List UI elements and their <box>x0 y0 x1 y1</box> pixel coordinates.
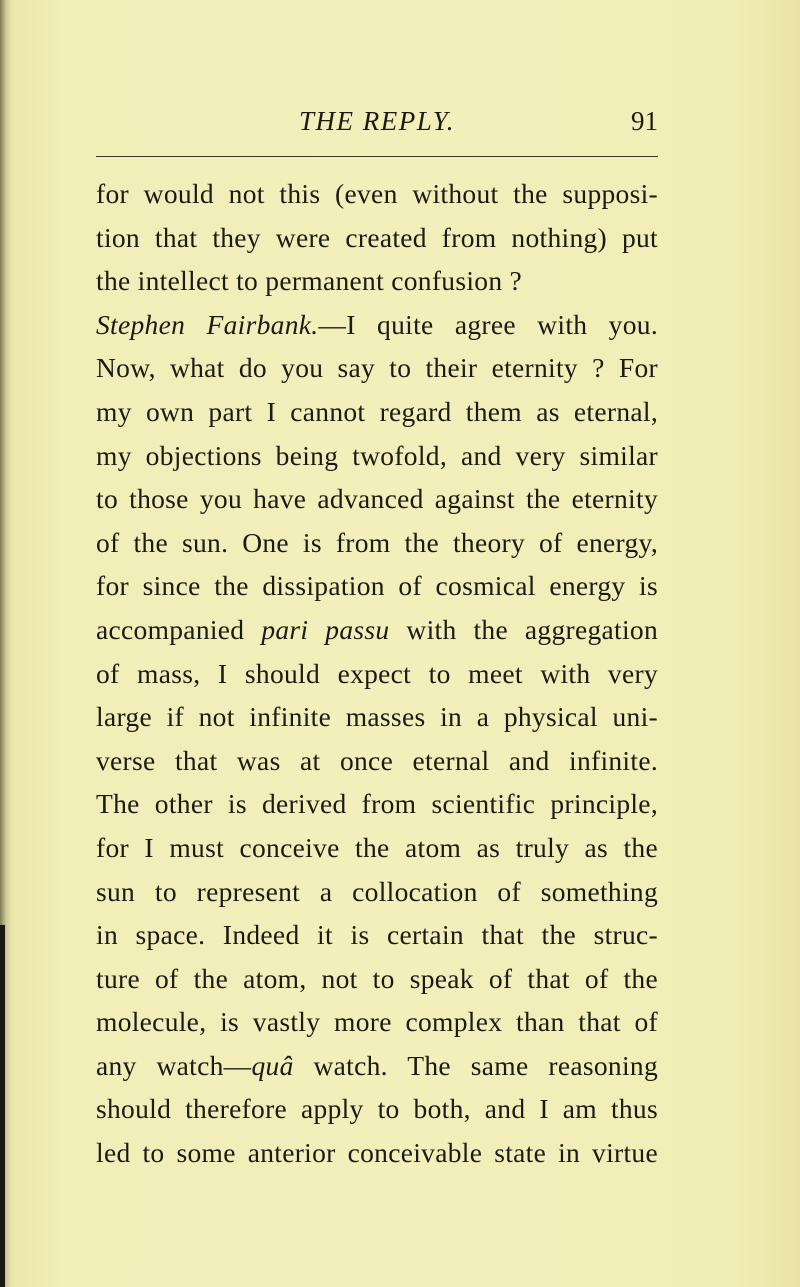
line-text: —I quite agree with you. <box>318 308 658 340</box>
italic-phrase: quâ <box>251 1049 294 1081</box>
line-text: of mass, I should expect to meet with very <box>96 657 658 689</box>
line-text: ture of the atom, not to speak of that of the <box>96 962 658 994</box>
line-text: large if not infinite masses in a physical uni- <box>96 701 658 733</box>
speaker-name: Stephen Fairbank. <box>96 308 319 340</box>
line-text: tion that they were created from nothing) put <box>96 221 658 253</box>
line-text: for I must conceive the atom as truly as the <box>96 831 658 863</box>
text-line <box>96 826 658 870</box>
body-text <box>96 172 658 1175</box>
text-line <box>96 695 658 739</box>
line-text: led to some anterior conceivable state in virtue <box>96 1137 658 1169</box>
text-line <box>96 434 658 478</box>
text-line <box>96 216 658 260</box>
text-line <box>96 477 658 521</box>
line-text: sun to represent a collocation of something <box>96 875 658 907</box>
line-text: Now, what do you say to their eternity ? For <box>96 352 658 384</box>
text-line <box>96 1131 658 1175</box>
page-number: 91 <box>631 106 658 136</box>
text-line <box>96 739 658 783</box>
line-text: to those you have advanced against the eternity <box>96 483 658 515</box>
text-line <box>96 390 658 434</box>
line-text: verse that was at once eternal and infinite. <box>96 744 658 776</box>
line-text: any watch— <box>96 1049 252 1081</box>
text-line <box>96 172 658 216</box>
text-line <box>96 870 658 914</box>
text-line <box>96 957 658 1001</box>
line-text: in space. Indeed it is certain that the struc- <box>96 919 658 951</box>
line-text: watch. The same reasoning <box>293 1049 658 1081</box>
page-edge-mark <box>0 925 5 1287</box>
line-text: my objections being twofold, and very similar <box>96 439 658 471</box>
running-title: THE REPLY. <box>299 106 455 136</box>
text-line <box>96 346 658 390</box>
line-text: for since the dissipation of cosmical energy is <box>96 570 658 602</box>
text-line <box>96 782 658 826</box>
text-line <box>96 521 658 565</box>
line-text: molecule, is vastly more complex than that of <box>96 1006 658 1038</box>
header-rule <box>96 156 658 157</box>
text-line <box>96 1087 658 1131</box>
line-text: The other is derived from scientific principle, <box>96 788 658 820</box>
text-line <box>96 608 658 652</box>
text-line <box>96 913 658 957</box>
italic-phrase: pari passu <box>261 613 390 645</box>
running-head <box>96 100 658 142</box>
line-text: with the aggregation <box>389 613 659 645</box>
text-line <box>96 259 658 303</box>
text-line <box>96 1000 658 1044</box>
text-line <box>96 1044 658 1088</box>
line-text: for would not this (even without the supposi- <box>96 178 658 209</box>
line-text: accompanied <box>96 613 262 645</box>
line-text: my own part I cannot regard them as eternal, <box>96 395 658 427</box>
line-text: of the sun. One is from the theory of energy, <box>96 526 658 558</box>
text-line <box>96 652 658 696</box>
line-text: the intellect to permanent confusion ? <box>96 265 523 297</box>
line-text: should therefore apply to both, and I am thus <box>96 1093 658 1125</box>
text-line <box>96 303 658 347</box>
text-line <box>96 564 658 608</box>
